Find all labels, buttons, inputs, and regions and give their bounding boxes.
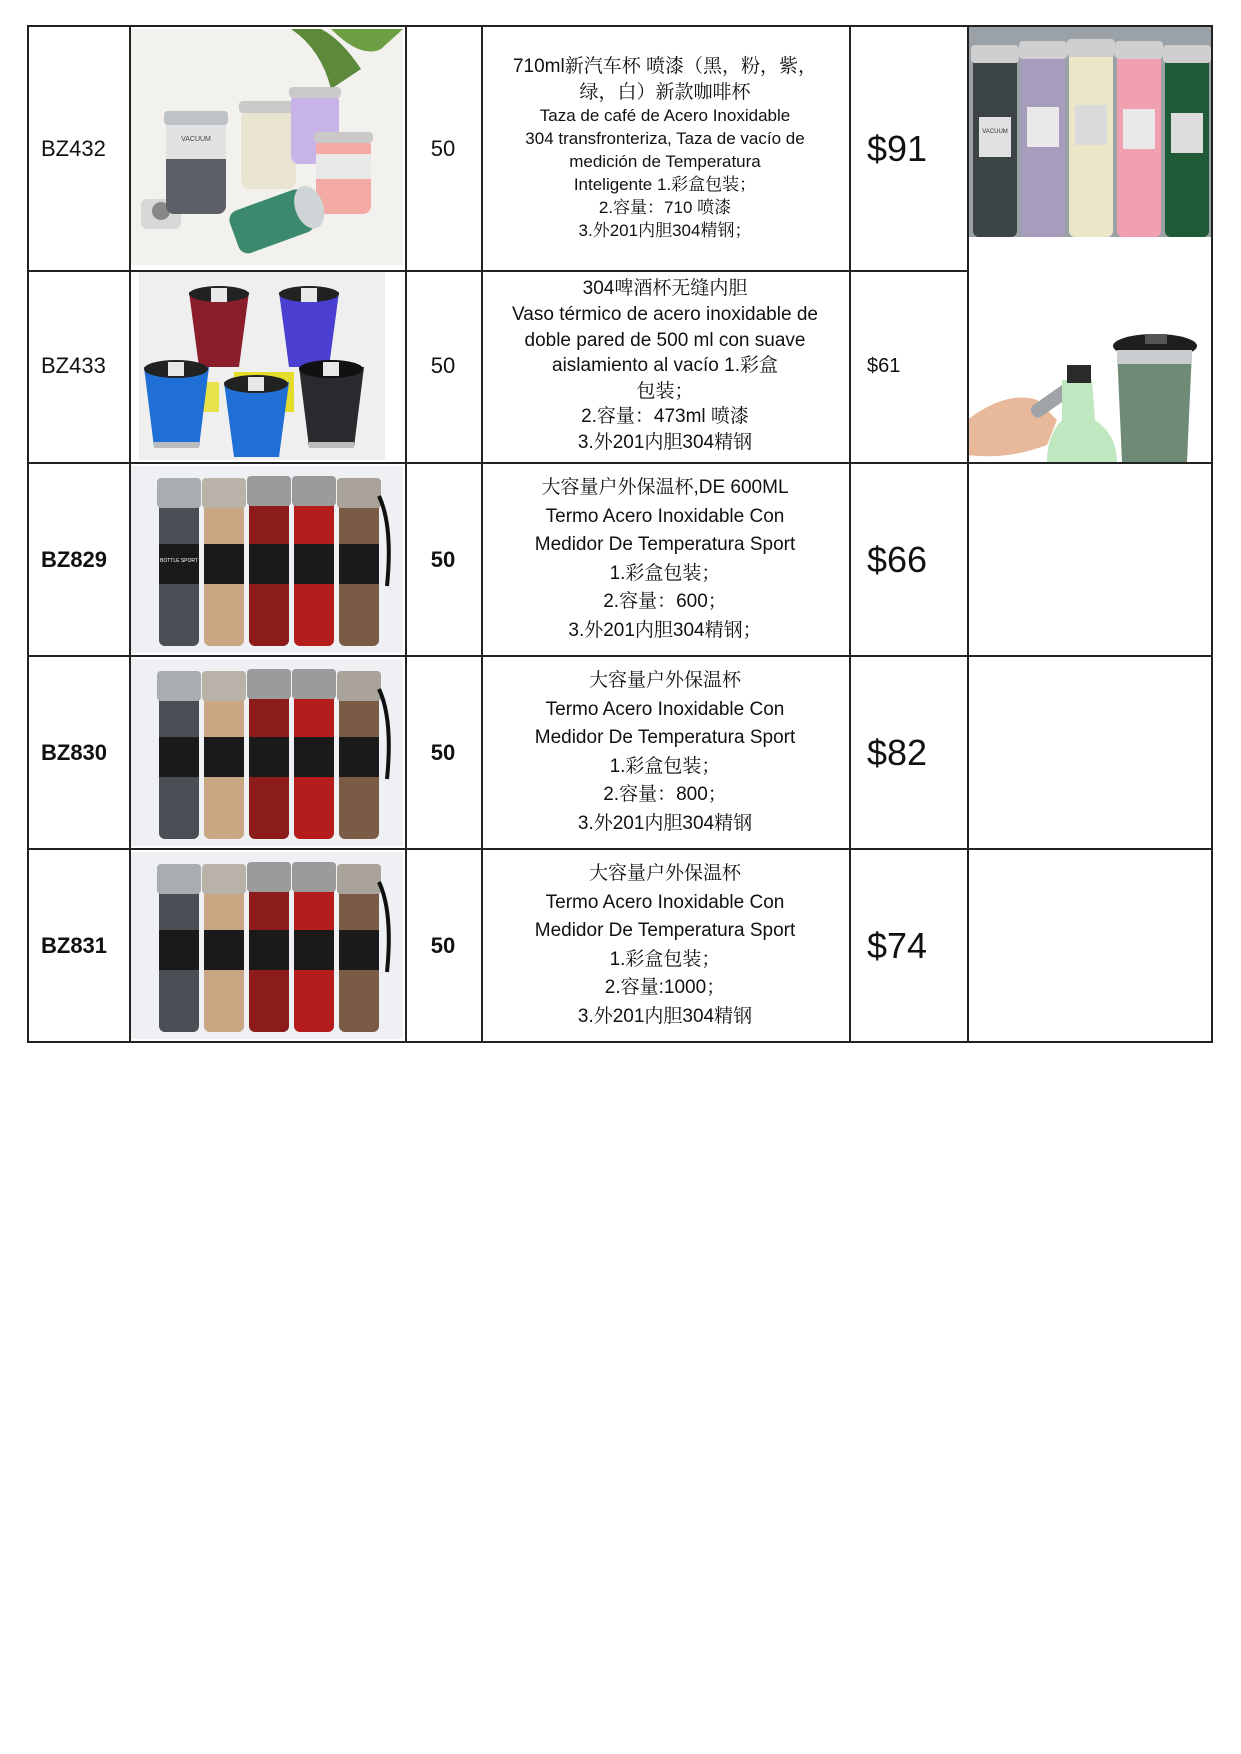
desc-line: 2.容量：600； xyxy=(603,591,727,612)
desc-line: medición de Temperatura xyxy=(569,152,761,172)
product-quantity: 50 xyxy=(430,353,456,378)
desc-line: Vaso térmico de acero inoxidable de xyxy=(512,303,818,325)
product-description xyxy=(481,464,849,655)
desc-line: 710ml新汽车杯 喷漆（黑，粉，紫， xyxy=(512,56,818,78)
table-row xyxy=(27,464,1213,657)
product-description xyxy=(481,27,849,270)
desc-line: Termo Acero Inoxidable Con xyxy=(545,891,785,913)
desc-line: 3.外201内胆304精钢； xyxy=(578,221,752,241)
desc-line: 大容量户外保温杯 xyxy=(588,863,741,884)
product-price: $66 xyxy=(867,538,928,580)
product-code: BZ831 xyxy=(41,932,108,958)
desc-line: 1.彩盒包装； xyxy=(609,755,721,777)
desc-line: aislamiento al vacío 1.彩盒 xyxy=(552,355,778,377)
desc-line: 3.外201内胆304精钢 xyxy=(577,432,753,454)
desc-line: 2.容量：710 喷漆 xyxy=(598,198,732,218)
desc-line: Medidor De Temperatura Sport xyxy=(534,534,796,555)
table-row xyxy=(27,270,1213,464)
product-quantity: 50 xyxy=(430,135,456,161)
svg-text:VACUUM: VACUUM xyxy=(982,129,1008,135)
product-description xyxy=(481,270,849,462)
product-photo-secondary-empty xyxy=(967,464,1213,655)
product-photo-secondary xyxy=(967,27,1213,270)
table-row xyxy=(27,657,1213,850)
vacuum-label: VACUUM xyxy=(181,136,211,143)
product-code: BZ433 xyxy=(41,353,106,378)
product-photo xyxy=(129,27,405,270)
product-photo-secondary-empty xyxy=(967,850,1213,1041)
product-photo xyxy=(129,657,405,848)
desc-line: 304啤酒杯无缝内胆 xyxy=(582,278,748,300)
desc-line: 2.容量：800； xyxy=(603,784,727,805)
desc-line: Medidor De Temperatura Sport xyxy=(534,727,796,748)
desc-line: Inteligente 1.彩盒包装； xyxy=(573,175,757,195)
desc-line: doble pared de 500 ml con suave xyxy=(524,329,806,351)
product-description xyxy=(481,657,849,848)
desc-line: Termo Acero Inoxidable Con xyxy=(545,698,785,720)
product-price: $82 xyxy=(867,731,928,773)
product-price: $61 xyxy=(867,354,901,377)
bottle-label: BOTTLE SPORT xyxy=(160,558,198,564)
product-code: BZ830 xyxy=(41,739,108,765)
desc-line: 304 transfronteriza, Taza de vacío de xyxy=(525,129,805,149)
product-quantity: 50 xyxy=(430,932,456,958)
product-quantity: 50 xyxy=(430,546,456,572)
table-row xyxy=(27,25,1213,272)
desc-line: 1.彩盒包装； xyxy=(609,948,721,970)
product-photo xyxy=(129,850,405,1041)
desc-line: 3.外201内胆304精钢； xyxy=(568,619,762,641)
table-row xyxy=(27,850,1213,1043)
desc-line: 大容量户外保温杯 xyxy=(588,670,741,691)
desc-line: 绿，白）新款咖啡杯 xyxy=(579,81,751,103)
product-photo-secondary xyxy=(967,270,1213,462)
desc-line: 2.容量：473ml 喷漆 xyxy=(581,406,749,428)
desc-line: 3.外201内胆304精钢 xyxy=(577,1005,753,1027)
product-photo xyxy=(129,270,405,462)
desc-line: 包装； xyxy=(636,380,694,402)
product-description xyxy=(481,850,849,1041)
desc-line: 3.外201内胆304精钢 xyxy=(577,812,753,834)
product-code: BZ432 xyxy=(41,135,106,161)
product-price: $91 xyxy=(867,127,928,169)
desc-line: 大容量户外保温杯,DE 600ML xyxy=(541,477,789,498)
product-price: $74 xyxy=(867,924,928,966)
product-photo xyxy=(129,464,405,655)
product-code: BZ829 xyxy=(41,546,108,572)
product-quantity: 50 xyxy=(430,739,456,765)
desc-line: Termo Acero Inoxidable Con xyxy=(545,505,785,527)
desc-line: 2.容量:1000； xyxy=(604,977,726,998)
desc-line: Medidor De Temperatura Sport xyxy=(534,920,796,941)
product-photo-secondary-empty xyxy=(967,657,1213,848)
desc-line: 1.彩盒包装； xyxy=(609,562,721,584)
desc-line: Taza de café de Acero Inoxidable xyxy=(539,106,791,126)
